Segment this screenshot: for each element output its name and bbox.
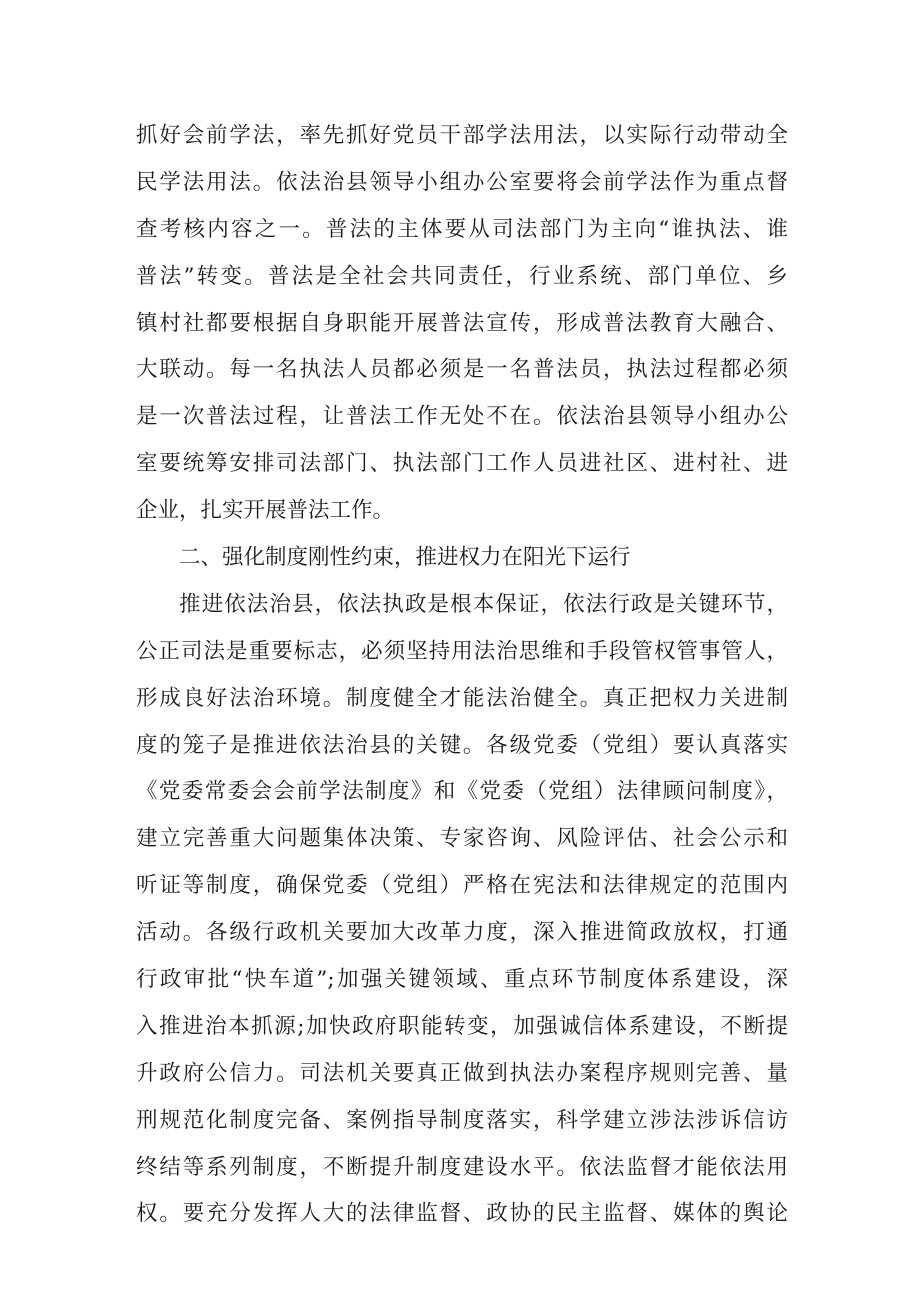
- text-line: 听证等制度，确保党委（党组）严格在宪法和法律规定的范围内: [136, 873, 788, 899]
- text-line: 行政审批“快车道”;加强关键领域、重点环节制度体系建设，深: [136, 967, 788, 993]
- text-line: 活动。各级行政机关要加大改革力度，深入推进简政放权，打通: [136, 920, 788, 946]
- paragraph-p2: [136, 582, 788, 1238]
- text-line: 民学法用法。依法治县领导小组办公室要将会前学法作为重点督: [136, 169, 788, 195]
- text-line: 刑规范化制度完备、案例指导制度落实，科学建立涉法涉诉信访: [136, 1107, 788, 1133]
- text-line: 室要统筹安排司法部门、执法部门工作人员进社区、进村社、进: [136, 451, 788, 477]
- text-line: 大联动。每一名执法人员都必须是一名普法员，执法过程都必须: [136, 357, 788, 383]
- text-line: 镇村社都要根据自身职能开展普法宣传，形成普法教育大融合、: [136, 310, 788, 336]
- heading-line: 二、强化制度刚性约束，推进权力在阳光下运行: [179, 545, 631, 571]
- text-line: 权。要充分发挥人大的法律监督、政协的民主监督、媒体的舆论: [136, 1201, 788, 1227]
- text-line: 推进依法治县，依法执政是根本保证，依法行政是关键环节，: [179, 591, 788, 617]
- paragraph-p1: [136, 113, 788, 535]
- text-line: 入推进治本抓源;加快政府职能转变，加强诚信体系建设，不断提: [136, 1013, 788, 1039]
- text-line: 终结等系列制度，不断提升制度建设水平。依法监督才能依法用: [136, 1154, 788, 1180]
- document-body: [136, 113, 788, 1238]
- text-line: 升政府公信力。司法机关要真正做到执法办案程序规则完善、量: [136, 1060, 788, 1086]
- text-line: 公正司法是重要标志，必须坚持用法治思维和手段管权管事管人，: [136, 638, 788, 664]
- text-line: 抓好会前学法，率先抓好党员干部学法用法，以实际行动带动全: [136, 123, 788, 148]
- text-line: 是一次普法过程，让普法工作无处不在。依法治县领导小组办公: [136, 404, 788, 430]
- text-line: 企业，扎实开展普法工作。: [136, 498, 395, 524]
- text-line: 《党委常委会会前学法制度》和《党委（党组）法律顾问制度》，: [136, 779, 788, 805]
- text-line: 查考核内容之一。普法的主体要从司法部门为主向“谁执法、谁: [136, 216, 788, 242]
- text-line: 建立完善重大问题集体决策、专家咨询、风险评估、社会公示和: [136, 826, 788, 852]
- text-line: 形成良好法治环境。制度健全才能法治健全。真正把权力关进制: [136, 685, 788, 711]
- section-heading: [136, 535, 788, 582]
- text-line: 普法”转变。普法是全社会共同责任，行业系统、部门单位、乡: [136, 263, 788, 289]
- text-line: 度的笼子是推进依法治县的关键。各级党委（党组）要认真落实: [136, 732, 788, 758]
